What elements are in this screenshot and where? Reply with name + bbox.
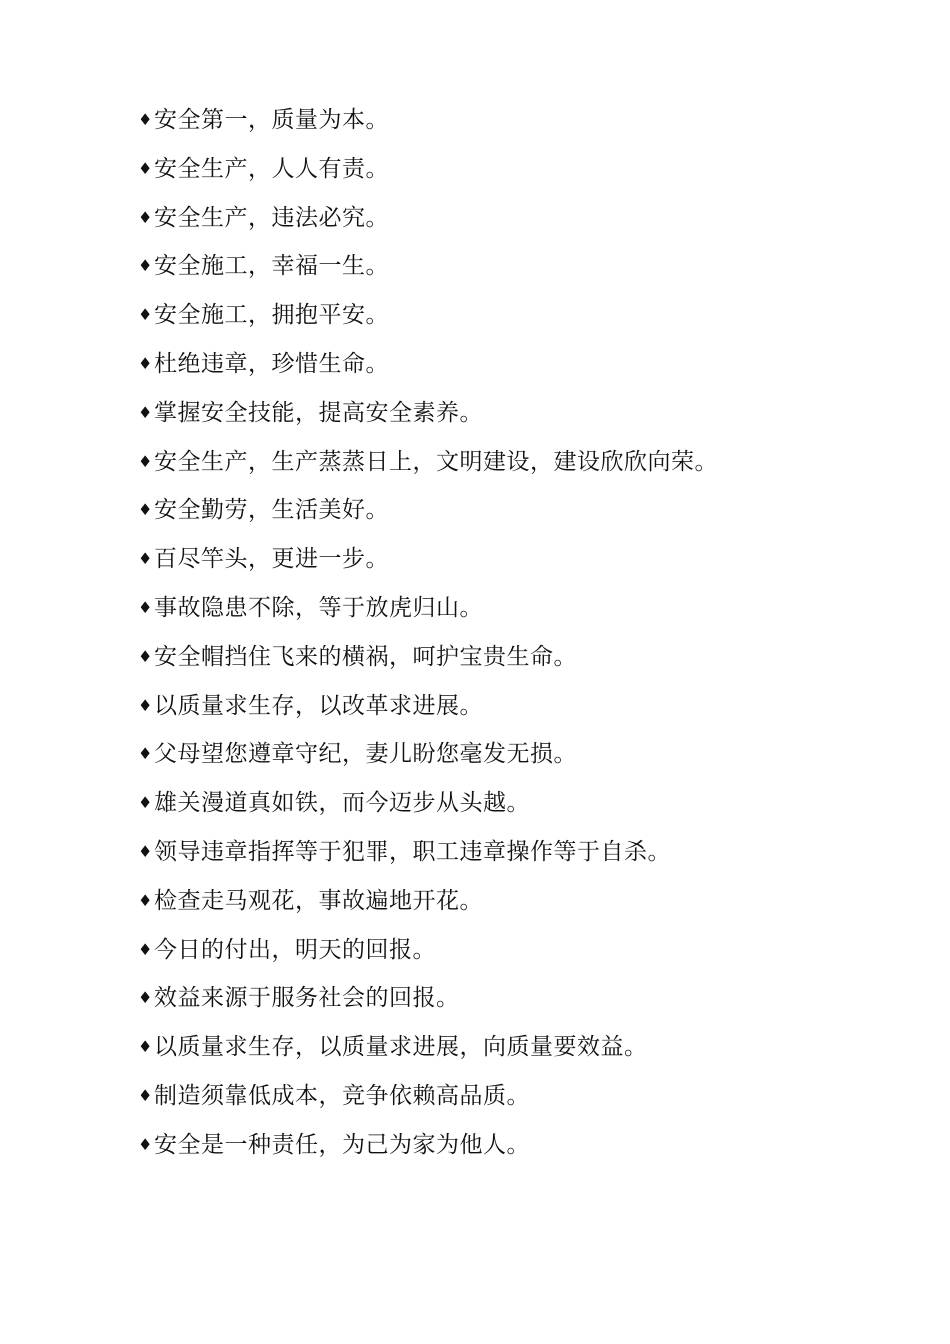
list-item — [138, 682, 898, 731]
slogan-text: 杜绝违章，珍惜生命。 — [154, 350, 389, 377]
diamond-bullet-icon: ♦ — [138, 500, 153, 520]
slogan-text: 事故隐患不除，等于放虎归山。 — [154, 594, 483, 621]
list-item — [138, 633, 898, 682]
diamond-bullet-icon: ♦ — [138, 207, 153, 227]
diamond-bullet-icon: ♦ — [138, 890, 153, 910]
diamond-bullet-icon: ♦ — [138, 402, 153, 422]
list-item — [138, 438, 898, 487]
diamond-bullet-icon: ♦ — [138, 1037, 153, 1057]
list-item — [138, 291, 898, 340]
slogan-text: 以质量求生存，以改革求进展。 — [154, 692, 483, 719]
slogan-text: 安全第一，质量为本。 — [154, 107, 389, 133]
diamond-bullet-icon: ♦ — [138, 353, 153, 373]
slogan-text: 父母望您遵章守纪，妻儿盼您毫发无损。 — [154, 741, 577, 768]
list-item — [138, 340, 898, 389]
list-item — [138, 486, 898, 535]
diamond-bullet-icon: ♦ — [138, 305, 153, 325]
list-item — [138, 194, 898, 243]
slogan-text: 效益来源于服务社会的回报。 — [154, 985, 460, 1012]
diamond-bullet-icon: ♦ — [138, 597, 153, 617]
list-item — [138, 779, 898, 828]
list-item — [138, 1023, 898, 1072]
slogan-text: 安全是一种责任，为己为家为他人。 — [154, 1131, 530, 1158]
diamond-bullet-icon: ♦ — [138, 1085, 153, 1105]
diamond-bullet-icon: ♦ — [138, 549, 153, 569]
diamond-bullet-icon: ♦ — [138, 744, 153, 764]
list-item — [138, 1121, 898, 1170]
slogan-text: 领导违章指挥等于犯罪，职工违章操作等于自杀。 — [154, 838, 671, 865]
list-item — [138, 389, 898, 438]
slogan-text: 安全施工，拥抱平安。 — [154, 302, 389, 329]
slogan-list — [138, 96, 898, 1170]
slogan-text: 以质量求生存，以质量求进展，向质量要效益。 — [154, 1034, 648, 1061]
diamond-bullet-icon: ♦ — [138, 695, 153, 715]
list-item — [138, 877, 898, 926]
list-item — [138, 584, 898, 633]
list-item — [138, 974, 898, 1023]
slogan-text: 雄关漫道真如铁，而今迈步从头越。 — [154, 790, 530, 817]
list-item — [138, 1072, 898, 1121]
diamond-bullet-icon: ♦ — [138, 793, 153, 813]
slogan-text: 掌握安全技能，提高安全素养。 — [154, 399, 483, 426]
list-item — [138, 730, 898, 779]
diamond-bullet-icon: ♦ — [138, 646, 153, 666]
list-item — [138, 535, 898, 584]
slogan-text: 今日的付出，明天的回报。 — [154, 936, 436, 963]
slogan-text: 安全生产，人人有责。 — [154, 155, 389, 182]
list-item — [138, 145, 898, 194]
slogan-text: 百尽竿头，更进一步。 — [154, 546, 389, 573]
slogan-text: 安全勤劳，生活美好。 — [154, 497, 389, 524]
diamond-bullet-icon: ♦ — [138, 841, 153, 861]
diamond-bullet-icon: ♦ — [138, 451, 153, 471]
slogan-text: 安全施工，幸福一生。 — [154, 253, 389, 280]
diamond-bullet-icon: ♦ — [138, 256, 153, 276]
diamond-bullet-icon: ♦ — [138, 110, 153, 129]
diamond-bullet-icon: ♦ — [138, 988, 153, 1008]
slogan-text: 安全生产，生产蒸蒸日上，文明建设，建设欣欣向荣。 — [154, 448, 718, 475]
diamond-bullet-icon: ♦ — [138, 1134, 153, 1154]
list-item — [138, 926, 898, 975]
list-item — [138, 242, 898, 291]
diamond-bullet-icon: ♦ — [138, 158, 153, 178]
list-item — [138, 828, 898, 877]
list-item — [138, 96, 898, 145]
slogan-text: 检查走马观花，事故遍地开花。 — [154, 887, 483, 914]
slogan-text: 制造须靠低成本，竞争依赖高品质。 — [154, 1082, 530, 1109]
slogan-text: 安全生产，违法必究。 — [154, 204, 389, 231]
diamond-bullet-icon: ♦ — [138, 939, 153, 959]
slogan-text: 安全帽挡住飞来的横祸，呵护宝贵生命。 — [154, 643, 577, 670]
